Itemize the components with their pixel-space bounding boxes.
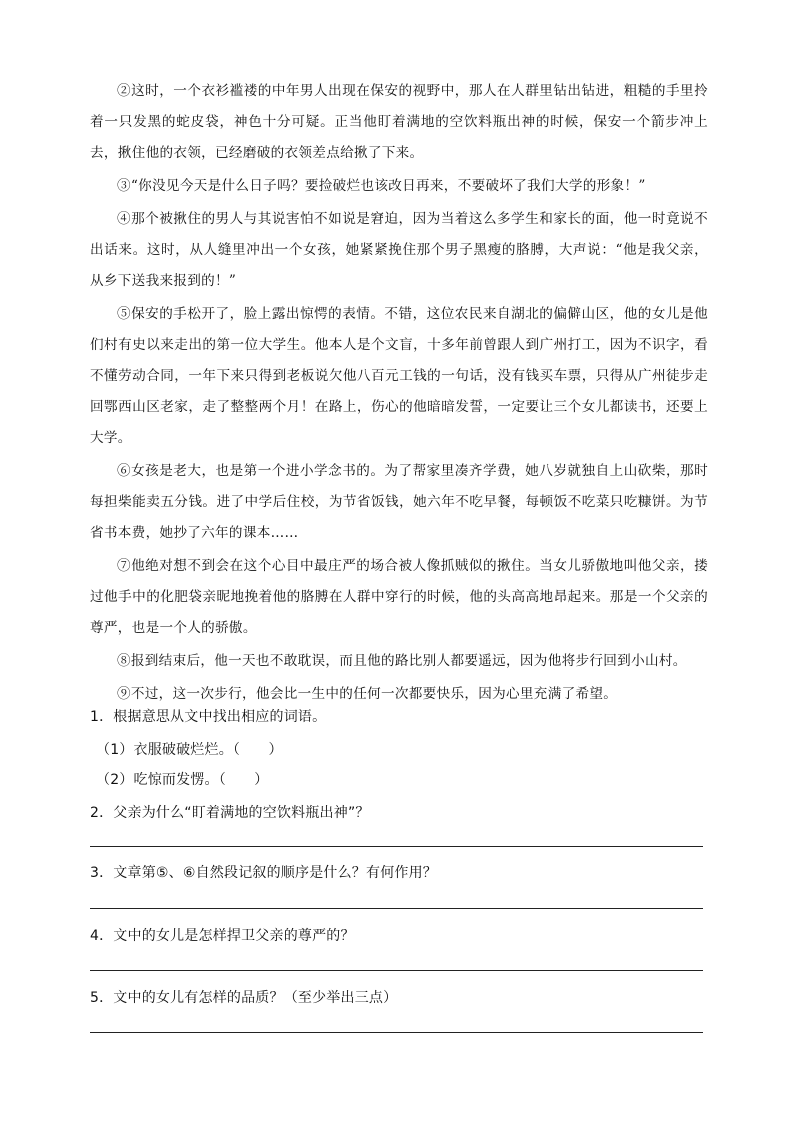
question-1-item-1: （1）衣服破破烂烂。（ ） (96, 742, 283, 758)
reading-passage (90, 76, 708, 712)
answer-line-q4[interactable] (90, 970, 703, 971)
paragraph-4: ④那个被揪住的男人与其说害怕不如说是窘迫，因为当着这么多学生和家长的面，他一时竟说不出话来。这时，从人缝里冲出一个女孩，她紧紧挽住那个男子黑瘦的胳膊，大声说：“他是我父亲，从乡下送我来报到的！” (90, 211, 708, 289)
answer-line-q2[interactable] (90, 846, 703, 847)
question-3: 3．文章第⑤、⑥自然段记叙的顺序是什么？有何作用？ (90, 865, 438, 881)
question-4: 4．文中的女儿是怎样捍卫父亲的尊严的？ (90, 928, 355, 944)
paragraph-9: ⑨不过，这一次步行，他会比一生中的任何一次都要快乐，因为心里充满了希望。 (117, 686, 618, 702)
answer-line-q3[interactable] (90, 908, 703, 909)
paragraph-7: ⑦他绝对想不到会在这个心目中最庄严的场合被人像抓贼似的揪住。当女儿骄傲地叫他父亲，搂过他手中的化肥袋亲昵地挽着他的胳膊在人群中穿行的时候，他的头高高地昂起来。那是一个父亲的尊严，也是一个人的骄傲。 (90, 558, 708, 636)
question-2: 2．父亲为什么“盯着满地的空饮料瓶出神”？ (90, 805, 370, 821)
paragraph-6: ⑥女孩是老大，也是第一个进小学念书的。为了帮家里凑齐学费，她八岁就独自上山砍柴，那时每担柴能卖五分钱。进了中学后住校，为节省饭钱，她六年不吃早餐，每顿饭不吃菜只吃糠饼。为节省书本费，她抄了六年的课本…… (90, 463, 708, 541)
paragraph-3: ③“你没见今天是什么日子吗？要捡破烂也该改日再来，不要破坏了我们大学的形象！” (117, 178, 646, 194)
paragraph-8: ⑧报到结束后，他一天也不敢耽误，而且他的路比别人都要遥远，因为他将步行回到小山村。 (117, 653, 687, 669)
question-5: 5．文中的女儿有怎样的品质？（至少举出三点） (90, 990, 398, 1006)
paragraph-2: ②这时，一个衣衫褴褛的中年男人出现在保安的视野中，那人在人群里钻出钻进，粗糙的手里拎着一只发黑的蛇皮袋，神色十分可疑。正当他盯着满地的空饮料瓶出神的时候，保安一个箭步冲上去，揪住他的衣领，已经磨破的衣领差点给揪了下来。 (90, 83, 708, 161)
answer-line-q5[interactable] (90, 1032, 703, 1033)
question-1-item-2: （2）吃惊而发愣。（ ） (96, 772, 269, 788)
paragraph-5: ⑤保安的手松开了，脸上露出惊愕的表情。不错，这位农民来自湖北的偏僻山区，他的女儿是他们村有史以来走出的第一位大学生。他本人是个文盲，十多年前曾跟人到广州打工，因为不识字，看不懂劳动合同，一年下来只得到老板说欠他八百元工钱的一句话，没有钱买车票，只得从广州徒步走回鄂西山区老家，走了整整两个月！在路上，伤心的他暗暗发誓，一定要让三个女儿都读书，还要上大学。 (90, 306, 708, 446)
question-1: 1．根据意思从文中找出相应的词语。 (90, 709, 327, 725)
